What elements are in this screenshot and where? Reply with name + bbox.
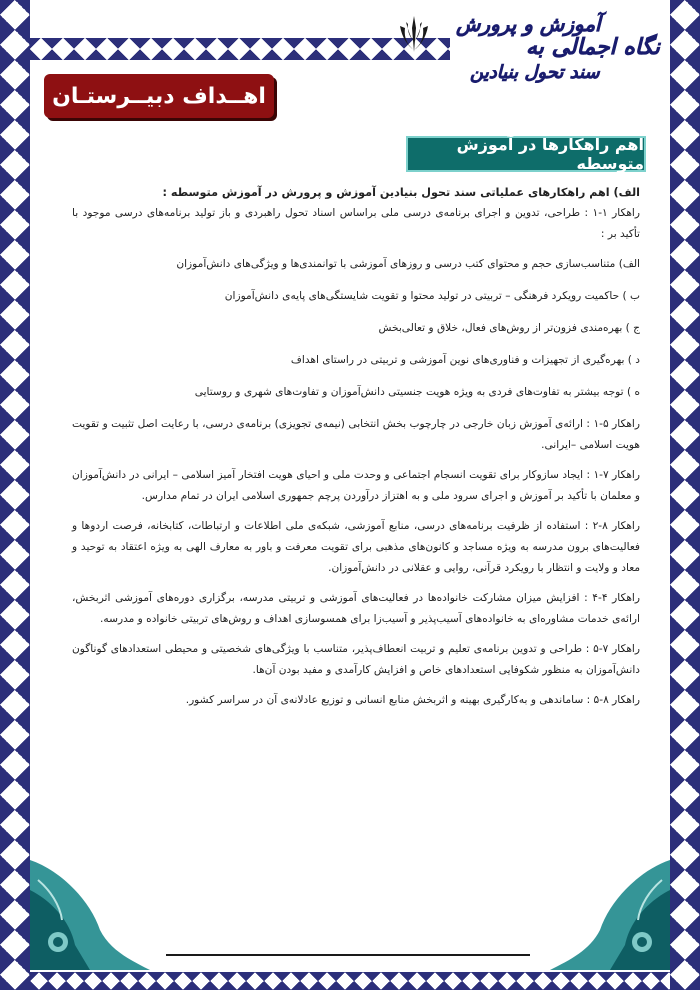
border-top — [30, 38, 450, 60]
border-bottom — [30, 972, 670, 990]
logo-text-line3: سند تحول بنیادین — [470, 62, 600, 83]
strategy-paragraph: راهکار ۵-۱ : ارائه‌ی آموزش زبان خارجی در چارچوب بخش انتخابی (نیمه‌ی تجویزی) برنامه‌ی درسی، با رعایت اصل تثبیت و تقویت هویت اسلامی –ایرانی. — [72, 418, 640, 451]
logo-text-line2: نگاه اجمالی به — [526, 34, 660, 60]
strategy-paragraph: راهکار ۷-۵ : طراحی و تدوین برنامه‌ی تعلیم و تربیت انعطاف‌پذیر، متناسب با ویژگی‌های شخصیتی و محیطی استعدادهای گوناگون دانش‌آموزان به منظور شکوفایی استعدادهای خاص و افزایش کارآمدی و مفید بودن آن‌ها. — [72, 643, 640, 676]
border-right — [670, 0, 700, 990]
list-item: ج ) بهره‌مندی فزون‌تر از روش‌های فعال، خلاق و تعالی‌بخش — [378, 322, 640, 334]
corner-ornament-left — [30, 850, 150, 970]
list-item: الف) متناسب‌سازی حجم و محتوای کتب درسی و روزهای آموزشی با توانمندی‌ها و ویژگی‌های دانش‌آموزان — [176, 258, 640, 270]
border-left — [0, 0, 30, 990]
section-title: اهم راهکارها در آموزش متوسطه — [406, 136, 646, 172]
list-item: ب ) حاکمیت رویکرد فرهنگی – تربیتی در تولید محتوا و تقویت شایستگی‌های پایه‌ی دانش‌آموزان — [224, 290, 640, 302]
corner-ornament-right — [550, 850, 670, 970]
list-item: د ) بهره‌گیری از تجهیزات و فناوری‌های نوین آموزشی و تربیتی در راستای اهداف — [290, 354, 640, 366]
strategy-paragraph: راهکار ۸-۵ : ساماندهی و به‌کارگیری بهینه و اثربخش منابع انسانی و توزیع عادلانه‌ی آن در سراسر کشور. — [185, 694, 640, 706]
header-logo — [396, 8, 686, 88]
intro-paragraph: راهکار ۱-۱ : طراحی، تدوین و اجرای برنامه‌ی درسی ملی براساس اسناد تحول راهبردی و باز تولید برنامه‌های درسی موجود با تأکید بر : — [72, 207, 640, 240]
strategy-paragraph: راهکار ۴-۴ : افزایش میزان مشارکت خانواده‌ها در فعالیت‌های آموزشی و تربیتی مدرسه، برگزاری دوره‌های آموزشی اثربخش، ارائه‌ی خدمات مشاوره‌ای به خانواده‌های آسیب‌پذیر و آسیب‌زا برای همسوسازی اهداف و روش‌های تربیتی خانواده و مدرسه. — [72, 592, 640, 625]
main-content — [72, 182, 640, 720]
page-title-banner: اهــداف دبیــرستـان — [44, 74, 274, 118]
content-heading: الف) اهم راهکارهای عملیاتی سند تحول بنیادین آموزش و پرورش در آموزش متوسطه : — [162, 186, 640, 199]
strategy-paragraph: راهکار ۸-۲ : استفاده از ظرفیت برنامه‌های درسی، منابع آموزشی، شبکه‌ی ملی اطلاعات و ارتباطات، کتابخانه، فرصت اردوها و فعالیت‌های برون مدرسه به ویژه مساجد و کانون‌های مذهبی برای تقویت معرفت و باور به معارف الهی به ویژه اعتقاد به توحید و معاد و ولایت و انتظار با رویکرد قرآنی، روایی و عقلانی در دانش‌آموزان. — [72, 520, 640, 574]
list-item: ه ) توجه بیشتر به تفاوت‌های فردی به ویژه هویت جنسیتی دانش‌آموزان و تفاوت‌های شهری و روستایی — [194, 386, 640, 398]
footer-divider — [166, 954, 530, 956]
logo-text-line1: آموزش و پرورش — [456, 12, 601, 36]
iran-emblem-icon — [396, 12, 432, 56]
strategy-paragraph: راهکار ۷-۱ : ایجاد سازوکار برای تقویت انسجام اجتماعی و وحدت ملی و احیای هویت افتخار آمیز اسلامی – ایرانی در دانش‌آموزان و معلمان با تأکید بر آموزش و اجرای سرود ملی و به اهتزاز درآوردن پرچم جمهوری اسلامی ایران در تمام مدارس. — [72, 469, 640, 502]
